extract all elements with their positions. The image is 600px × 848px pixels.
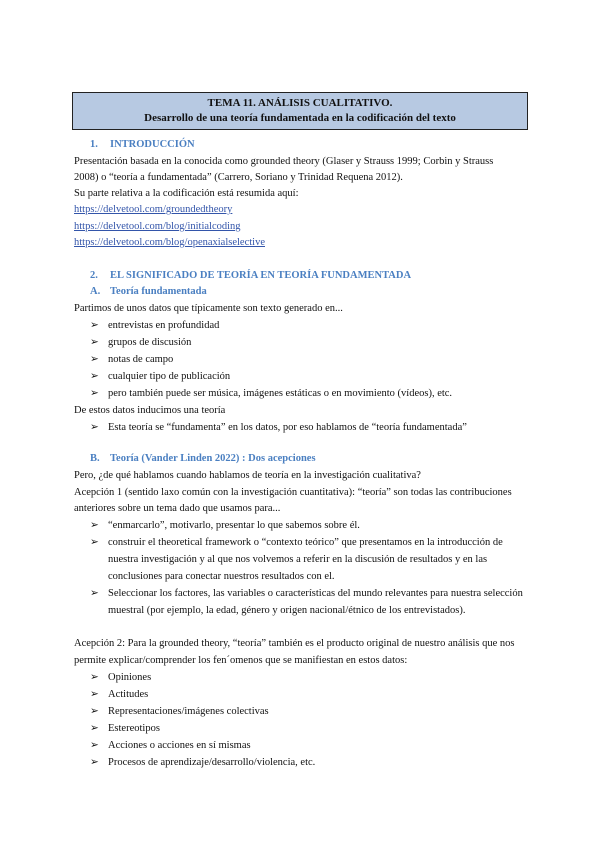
subsection-a-intro: Partimos de unos datos que típicamente son texto generado en... (74, 303, 343, 314)
subsection-b-heading (90, 451, 316, 467)
title-box (72, 92, 528, 130)
bullet-a-item: notas de campo (108, 354, 174, 365)
section1-number: 1. (90, 139, 98, 150)
bullet2-item: Opiniones (108, 672, 152, 683)
subsection-a-heading (90, 284, 207, 300)
bullet-a-item: cualquier tipo de publicación (108, 371, 231, 382)
arrow-bullet-icon: ➢ (90, 388, 99, 399)
title-line1: TEMA 11. ANÁLISIS CUALITATIVO. (207, 97, 393, 109)
arrow-bullet-icon: ➢ (90, 520, 99, 531)
bullet1-item: “enmarcarlo”, motivarlo, presentar lo que sabemos sobre él. (108, 520, 360, 531)
bullet1-item-line: conclusiones para conectar nuestros resultados con el. (108, 571, 335, 582)
arrow-bullet-icon: ➢ (90, 422, 99, 433)
induce-bullet: Esta teoría se “fundamenta” en los datos, por eso hablamos de “teoría fundamentada” (108, 422, 467, 433)
section2-number: 2. (90, 270, 98, 281)
arrow-bullet-icon: ➢ (90, 537, 99, 548)
arrow-bullet-icon: ➢ (90, 757, 99, 768)
acepcion1-line2: anteriores sobre un tema dado que usamos para... (74, 503, 281, 514)
subsection-a-letter: A. (90, 286, 101, 297)
arrow-bullet-icon: ➢ (90, 672, 99, 683)
section1-paragraph2: Su parte relativa a la codificación está resumida aquí: (74, 188, 299, 199)
subsection-a-title: Teoría fundamentada (110, 286, 207, 297)
arrow-bullet-icon: ➢ (90, 723, 99, 734)
bullet-a-item: grupos de discusión (108, 337, 192, 348)
bullet-a-item: pero también puede ser música, imágenes estáticas o en movimiento (vídeos), etc. (108, 388, 453, 399)
arrow-bullet-icon: ➢ (90, 588, 99, 599)
bullet1-item-line: Seleccionar los factores, las variables o características del mundo relevantes para nuestra selección (108, 588, 523, 599)
acepcion2-line2: permite explicar/comprender los fen´omenos que se manifiestan en estos datos: (74, 655, 408, 666)
arrow-bullet-icon: ➢ (90, 740, 99, 751)
arrow-bullet-icon: ➢ (90, 371, 99, 382)
link-groundedtheory[interactable]: https://delvetool.com/groundedtheory (74, 204, 233, 215)
section1-paragraph-line1: Presentación basada en la conocida como grounded theory (Glaser y Strauss 1999; Corbin y Strauss (74, 156, 494, 167)
link-initialcoding[interactable]: https://delvetool.com/blog/initialcoding (74, 221, 241, 232)
subsection-b-title: Teoría (Vander Linden 2022) : Dos acepciones (110, 453, 316, 464)
bullet2-item: Actitudes (108, 689, 149, 700)
arrow-bullet-icon: ➢ (90, 354, 99, 365)
induce-line: De estos datos inducimos una teoría (74, 405, 226, 416)
acepcion1-line1: Acepción 1 (sentido laxo común con la investigación cuantitativa): “teoría” son todas las contribuciones (74, 487, 512, 498)
arrow-bullet-icon: ➢ (90, 337, 99, 348)
question-line: Pero, ¿de qué hablamos cuando hablamos de teoría en la investigación cualitativa? (74, 470, 421, 481)
subsection-b-letter: B. (90, 453, 100, 464)
bullet2-item: Representaciones/imágenes colectivas (108, 706, 269, 717)
bullet2-item: Acciones o acciones en sí mismas (108, 740, 251, 751)
acepcion2-line1: Acepción 2: Para la grounded theory, “teoría” también es el producto original de nuestro análisis que nos (74, 638, 515, 649)
arrow-bullet-icon: ➢ (90, 689, 99, 700)
title-line2: Desarrollo de una teoría fundamentada en la codificación del texto (144, 112, 456, 124)
section1-paragraph-line2: 2008) o “teoría a fundamentada” (Carrero, Soriano y Trinidad Requena 2012). (74, 172, 403, 183)
bullet-a-item: entrevistas en profundidad (108, 320, 220, 331)
arrow-bullet-icon: ➢ (90, 320, 99, 331)
bullet2-item: Estereotipos (108, 723, 160, 734)
section2-heading (90, 268, 411, 284)
section1-title: INTRODUCCIÓN (110, 139, 195, 150)
link-openaxialselective[interactable]: https://delvetool.com/blog/openaxialselective (74, 237, 265, 248)
bullet1-item-line: muestral (por ejemplo, la edad, género y origen nacional/étnico de los entrevistados). (108, 605, 466, 616)
arrow-bullet-icon: ➢ (90, 706, 99, 717)
bullet1-item-line: construir el theoretical framework o “contexto teórico” que presentamos en la introducción de (108, 537, 503, 548)
section2-title: EL SIGNIFICADO DE TEORÍA EN TEORÍA FUNDAMENTADA (110, 270, 412, 281)
bullet2-item: Procesos de aprendizaje/desarrollo/violencia, etc. (108, 757, 316, 768)
section1-heading (90, 137, 195, 153)
bullet1-item-line: nuestra investigación y al que nos volvemos a referir en la discusión de resultados y en las (108, 554, 488, 565)
